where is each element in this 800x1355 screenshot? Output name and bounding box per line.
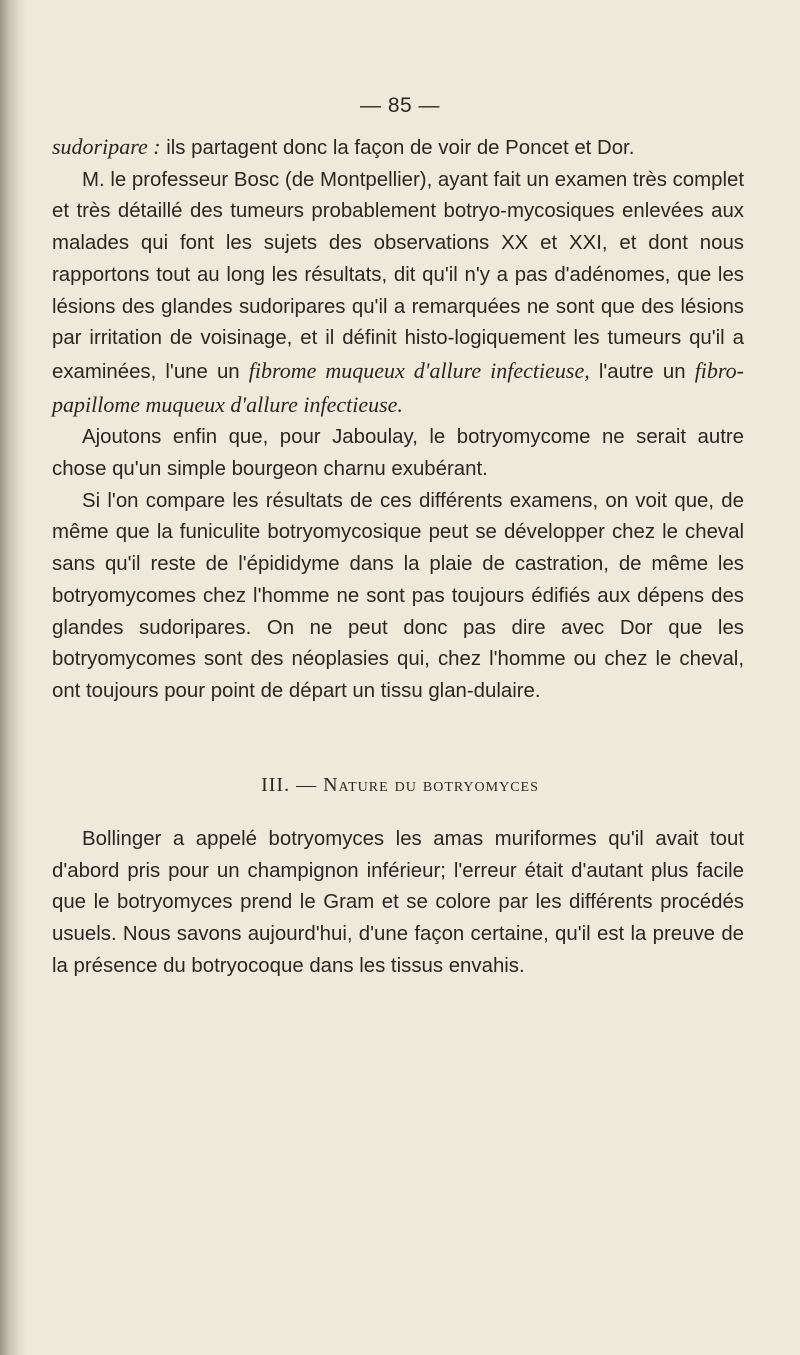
- page-binding-shadow: [0, 0, 26, 1355]
- paragraph-2: [52, 165, 744, 423]
- section-numeral: III. —: [261, 774, 318, 796]
- section-body-text: [52, 824, 744, 983]
- italic-term: sudoripare :: [52, 134, 161, 159]
- text-run: M. le professeur Bosc (de Montpellier), ayant fait un examen très complet et très détaillé des tumeurs probablement botryo-mycosiques enlevées aux malades qui font les sujets des observations XX et XXI, et dont nous rapportons tout au long les résultats, dit qu'il n'y a pas d'adénomes, que les lésions des glandes sudoripares qu'il a remarquées ne sont que des lésions par irritation de voisinage, et il définit histo-logiquement les tumeurs qu'il a examinées, l'une un: [52, 168, 744, 383]
- text-run: Si l'on compare les résultats de ces différents examens, on voit que, de même que la funiculite botryomycosique peut se développer chez le cheval sans qu'il reste de l'épididyme dans la plaie de castration, de même les botryomycomes chez l'homme ne sont pas toujours édifiés aux dépens des glandes sudoripares. On ne peut donc pas dire avec Dor que les botryomycomes sont des néoplasies qui, chez l'homme ou chez le cheval, ont toujours pour point de départ un tissu glan-dulaire.: [52, 489, 744, 702]
- page-number: — 85 —: [359, 94, 441, 117]
- italic-term: fibro-papillome muqueux d'allure infectieuse.: [52, 357, 744, 417]
- paragraph-1: [52, 131, 744, 165]
- paragraph-3: [52, 422, 744, 485]
- text-run: Ajoutons enfin que, pour Jaboulay, le botryomycome ne serait autre chose qu'un simple bourgeon charnu exubérant.: [52, 426, 744, 481]
- text-run: l'autre un: [589, 360, 695, 383]
- text-run: ils partagent donc la façon de voir de Poncet et Dor.: [160, 137, 635, 159]
- section-heading: [0, 774, 800, 797]
- body-text: [52, 131, 744, 708]
- section-title: Nature du botryomyces: [323, 774, 539, 796]
- paragraph-4: [52, 486, 744, 708]
- text-run: Bollinger a appelé botryomyces les amas muriformes qu'il avait tout d'abord pris pour un champignon inférieur; l'erreur était d'autant plus facile que le botryomyces prend le Gram et se colore par les différents procédés usuels. Nous savons aujourd'hui, d'une façon certaine, qu'il est la preuve de la présence du botryocoque dans les tissus envahis.: [52, 828, 744, 977]
- paragraph-5: [52, 824, 744, 983]
- italic-term: fibrome muqueux d'allure infectieuse,: [248, 357, 590, 383]
